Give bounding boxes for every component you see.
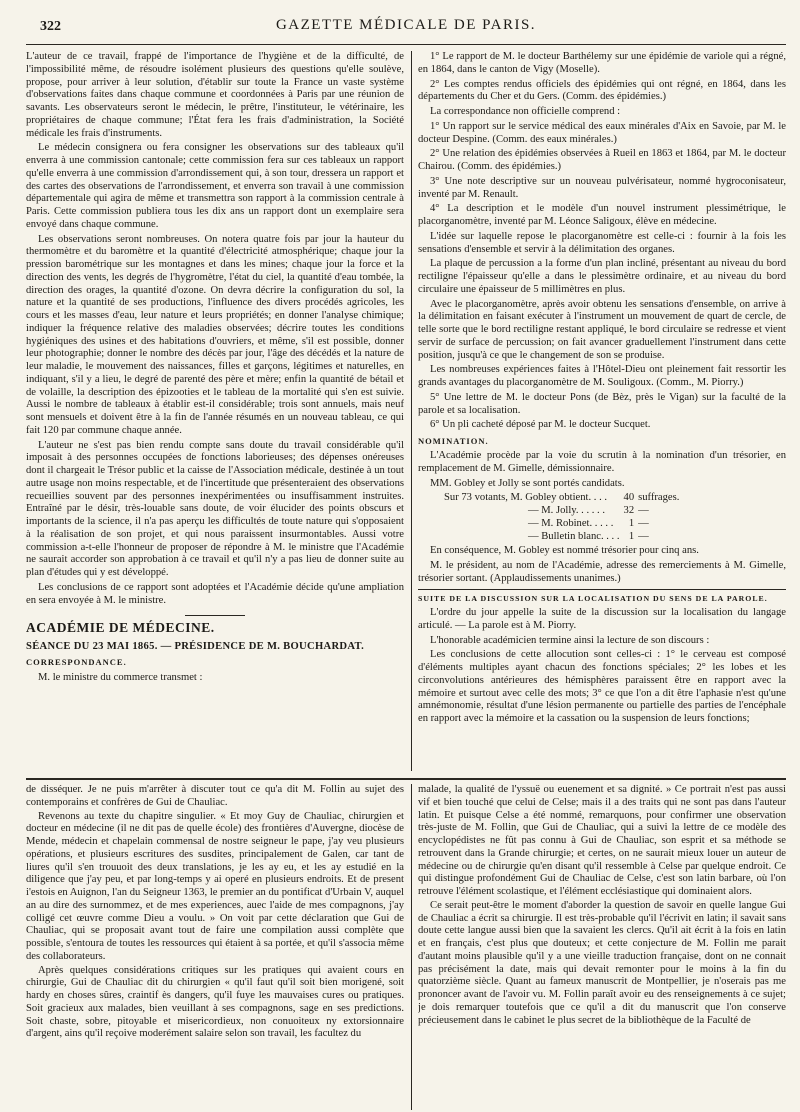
list-item: 1° Le rapport de M. le docteur Barthélemy sur une épidémie de variole qui a régné, en 1864, dans le canton de Vigy (Moselle). — [418, 51, 786, 75]
table-row — [444, 518, 683, 531]
column-top-left — [26, 51, 404, 771]
paragraph: Ce serait peut-être le moment d'aborder la question de savoir en quelle langue Gui de Chauliac a écrit sa chirurgie. Il est très-probable qu'il l'écrivit en latin; il savait sans doute cette langue aussi bien que la savaient les clercs. Qu'il ait écrit à la fois en latin et en français, c'est plus que douteux; et cette conjecture de M. Follin me parait d'autant moins plausible qu'il y a une vieille traduction française, dont on ne connait pas précisément la date, mais qui devait remonter pour le moins à la fin du quatorzième siècle. Quant au fameux manuscrit de Montpellier, je n'oserais pas me prononcer avant de l'avoir vu. M. Follin paraît avoir eu des renseignements à ce sujet; je dois remarquer toutefois que ce qu'il a dit du manuscrit que l'on conserve précieusement dans le cabinet le plus secret de la bibliothèque de la Faculté de — [418, 899, 786, 1026]
vote-label: — M. Jolly. . . . . . — [528, 505, 606, 517]
discussion-heading: SUITE DE LA DISCUSSION SUR LA LOCALISATION DU SENS DE LA PAROLE. — [418, 593, 768, 603]
paragraph: Après quelques considérations critiques sur les pratiques qui avaient cours en chirurgie, Gui de Chauliac dit du chirurgien « qu'il faut qu'il soit bien morigené, soit hardy en choses sûres, craintif ès dangers, qu'il fuye les mauvaises cures ou pratiques. Soit gracieux aux malades, bien veuillant à ses compagnons, sage en ses predictions. Soit chaste, sobre, pitoyable et misericordieux, non conuoiteux ny extorsionnaire d'argent, ains qu'il reçoive moderément salaire selon son travail, les facultez du — [26, 964, 404, 1040]
vote-label: — Bulletin blanc. . . . — [528, 530, 620, 542]
paragraph: Le médecin consignera ou fera consigner les observations sur des tableaux qu'il enverra à une commission cantonale; cette commission fera sur ces tableaux un rapport qu'elle enverra à une commission d'arrondissement qui, à son tour, dressera un rapport et des cartes des observations de l'arrondissement, et enverra son travail à une commission départementale qui agira de même et transmettra son rapport à la commission centrale à Paris. Cette commission publiera tous les dix ans un rapport dont un exemplaire sera envoyé dans chaque commune. — [26, 142, 404, 230]
academy-title: ACADÉMIE DE MÉDECINE. — [26, 620, 215, 636]
column-divider-bottom — [411, 784, 412, 1110]
list-item: 5° Une lettre de M. le docteur Pons (de Bèz, près le Vigan) sur la faculté de la parole et sa localisation. — [418, 391, 786, 416]
paragraph: L'auteur de ce travail, frappé de l'importance de l'hygiène et de la difficulté, de l'impossibilité même, de résoudre isolément plusieurs des questions qu'elle soulève, propose, pour arriver à leur solution, d'établir sur toute la France un vaste système d'observations faites dans chaque commune et coordonnées à Paris par une réunion de savants. Les observateurs seront le médecin, le prêtre, l'instituteur, le vétérinaire, les propriétaires de chaque commune; l'État fera les frais d'administration, la Société médicale les frais d'instruments. — [26, 51, 404, 139]
paragraph: malade, la qualité de l'yssuë ou euenement et sa dignité. » Ce portrait n'est pas aussi vif et bien touché que celui de Celse; mais il a des traits qui ne sont pas dans l'auteur latin. Et puisque Celse a été nommé, remarquons, pour confirmer une observation très-juste de M. Follin, que Gui de Chauliac, qui a suivi la lettre de ce modèle des encyclopédistes ne fût pas connu à Gui de Chauliac, son esprit et sa méthode se retrouvent dans la Grande chirurgie; et certes, on ne saurait mieux louer un auteur de médecine ou de chirurgie qu'en disant qu'il ressemble à Celse par quelque endroit. Ce qui distingue profondément Gui de Chauliac de Celse, c'est son latin barbare, où l'on retrouve l'élément scolastique, et l'élément ecclésiastique qui dominaient alors. — [418, 784, 786, 897]
vote-count: 1 — [628, 530, 635, 542]
list-item: 4° La description et le modèle d'un nouvel instrument plessimétrique, le placorganomètre, inventé par M. Léonce Saligoux, élève en médecine. — [418, 203, 786, 227]
paragraph: Les observations seront nombreuses. On notera quatre fois par jour la hauteur du thermomètre et du baromètre et la quantité d'électricité atmosphérique; chaque jour la pression barométrique sur les montagnes et dans les mines; chaque jour la force et la direction des vents, les degrés de l'hygromètre, l'état du ciel, la quantité d'eau tombée, la direction des orages, la quantité d'ozone. On devra décrire la configuration du sol, la nature et la quantité de ses productions, l'influence des divers procédés agricoles, les cours et les masses d'eau, leur nature et leurs propriétés; en donner l'analyse chimique; indiquer la fréquence relative des maladies observées; décrire toutes les conditions hygiéniques des usines et des habitations d'ouvriers, et même, s'il est possible, donner leur photographie; donner le nombre des décès par jour, l'âge des décédés et la nature de leur maladie, le mouvement des naissances, filles et garçons, légitimes et naturelles, en indiquant, s'il y a lieu, le degré de parenté des père et mère; enfin la quantité de bétail et de volaille, la description des épizooties et le tableau de la mortalité qui s'en est suivie. Aussi le nombre de tableaux à établir est-il considérable; trois sont annuels, mais neuf sont mensuels et doivent être à la fin de l'année résumés en un nouveau tableau, ce qui fait 120 par commune chaque année. — [26, 233, 404, 436]
section-divider — [185, 615, 245, 616]
vote-unit: — — [638, 530, 649, 542]
table-row — [444, 505, 683, 518]
column-divider-top — [411, 51, 412, 771]
table-row — [444, 531, 683, 544]
paragraph: M. le ministre du commerce transmet : — [38, 671, 203, 683]
paragraph: Avec le placorganomètre, après avoir obtenu les sensations d'ensemble, on arrive à la délimitation en faisant exécuter à l'instrument un mouvement de quart de cercle, de telle sorte que le bord rectiligne restant appliqué, le bord circulaire se redresse et vient servir de surface de percussion; on fait avancer graduellement l'instrument dans cette position, jusqu'à ce que le changement de son se produise. — [418, 298, 786, 361]
vote-count: 32 — [623, 505, 635, 517]
vote-unit: suffrages. — [638, 492, 680, 504]
vote-unit: — — [638, 505, 649, 517]
nomination-heading: NOMINATION. — [418, 436, 489, 446]
vote-results-table — [444, 492, 683, 543]
paragraph: L'Académie procède par la voie du scrutin à la nomination d'un trésorier, en remplacement de M. Gimelle, démissionnaire. — [418, 450, 786, 474]
paragraph: La plaque de percussion a la forme d'un plan incliné, présentant au niveau du bord rectiligne l'épaisseur qu'elle a dans le plessimètre ordinaire, et au niveau du bord circulaire une épaisseur de 5 millimètres en plus. — [418, 258, 786, 295]
list-item: 2° Une relation des épidémies observées à Rueil en 1863 et 1864, par M. le docteur Chairou. (Comm. des épidémies.) — [418, 148, 786, 172]
paragraph: Les conclusions de cette allocution sont celles-ci : 1° le cerveau est composé d'éléments multiples ayant chacun des fonctions spéciales; 2° les lobes et les circonvolutions antérieures des hémisphères paraissent être en rapport avec la mémoire et surtout avec celle des mots; 3° ce que l'on a dit être l'aphasie n'est qu'une amnémonomie, résultat d'une lésion permanente ou partielle des parties de l'encéphale en rapport avec la mémoire et la cassation ou la suspension de leurs fonctions; — [418, 649, 786, 725]
paragraph: de disséquer. Je ne puis m'arrêter à discuter tout ce qu'a dit M. Follin au sujet des contemporains et confrères de Gui de Chauliac. — [26, 784, 404, 808]
running-title: GAZETTE MÉDICALE DE PARIS. — [275, 17, 537, 33]
column-bottom-right — [418, 784, 786, 1110]
paragraph: L'idée sur laquelle repose le placorganomètre est celle-ci : fournir à la fois les sensations d'ensemble et servir à la délimitation des organes. — [418, 230, 786, 255]
header-rule — [26, 44, 786, 45]
paragraph: Les conclusions de ce rapport sont adoptées et l'Académie décide qu'une ampliation en sera envoyée à M. le ministre. — [26, 581, 404, 606]
list-item: 3° Une note descriptive sur un nouveau pulvérisateur, nommé hygroconisateur, inventé par M. Renault. — [418, 175, 786, 200]
paragraph: L'auteur ne s'est pas bien rendu compte sans doute du travail considérable qu'il imposait à des personnes occupées de fonctions laborieuses; des dépenses onéreuses dont il chargeait le Trésor public et la caisse de l'Association médicale, destinée à un tout autre usage non moins respectable, et de l'incertitude que présenteraient des observations recueillies souvent par des personnes inexpérimentées ou insuffisamment instruites. Entraîné par le désir, très-louable sans doute, de voir élucider des points obscurs et importants de la science, il n'a pas aperçu les difficultés de toute nature qui s'opposaient à la réalisation de son projet, et qui nous paraissent insurmontables. Aussi votre commission a-t-elle l'honneur de proposer de répondre à M. le ministre que l'Académie ne saurait accorder son approbation à ce travail et qu'il n'y a pas lieu de donner suite au plan d'études qui y est développé. — [26, 439, 404, 578]
paragraph: M. le président, au nom de l'Académie, adresse des remerciements à M. Gimelle, trésorier sortant. (Applaudissements unanimes.) — [418, 560, 786, 584]
page-divider — [26, 778, 786, 780]
list-item: 2° Les comptes rendus officiels des épidémies qui ont régné, en 1864, dans les départements du Cher et du Gers. (Comm. des épidémies.) — [418, 78, 786, 103]
page-header — [26, 13, 786, 43]
vote-count: 1 — [628, 517, 635, 529]
paragraph: MM. Gobley et Jolly se sont portés candidats. — [430, 477, 625, 489]
page-number: 322 — [40, 19, 61, 34]
section-divider — [418, 589, 786, 590]
vote-label: — M. Robinet. . . . . — [528, 517, 614, 529]
vote-count: 40 — [623, 492, 635, 504]
paragraph: L'honorable académicien termine ainsi la lecture de son discours : — [430, 634, 710, 646]
correspondance-heading: CORRESPONDANCE. — [26, 657, 127, 668]
vote-unit: — — [638, 517, 649, 529]
column-bottom-left — [26, 784, 404, 1110]
table-row — [444, 492, 683, 505]
list-item: 1° Un rapport sur le service médical des eaux minérales d'Aix en Savoie, par M. le docteur Despine. (Comm. des eaux minérales.) — [418, 120, 786, 145]
paragraph: L'ordre du jour appelle la suite de la discussion sur la localisation du langage articulé. — La parole est à M. Piorry. — [418, 607, 786, 631]
vote-label: Sur 73 votants, M. Gobley obtient. . . . — [444, 492, 608, 504]
paragraph: En conséquence, M. Gobley est nommé trésorier pour cinq ans. — [430, 545, 699, 557]
paragraph: Les nombreuses expériences faites à l'Hôtel-Dieu ont pleinement fait ressortir les grands avantages du placorganomètre de M. Souligoux. (Comm., M. Piorry.) — [418, 364, 786, 388]
paragraph: Revenons au texte du chapitre singulier. « Et moy Guy de Chauliac, chirurgien et docteur en médecine (il ne dit pas de quelle école) des frontières d'Auvergne, diocèse de Mende, médecin et chapelain commensal de nostre seigneur le pape, j'ay veu plusieurs opérations, et plusieurs escritures des susdites, principalement de Galen, car tant de liures qu'il s'en trouuoit des deux translations, je les ay eu, et les ay estudié en la diligence que j'ay peu, et par long-temps y ai operé en plusieurs endroits. Et de present i'estois en Auignon, l'an du Seigneur 1363, le premier an du pontificat d'Urbain V, auquel an au dire des surnommez, et de mes experiences, auec l'aide de mes compagnons, j'ay colligé cet œuvre comme Dieu a voulu. » On voit par cette déclaration que Gui de Chauliac, qui se proposait avant tout de faire une compilation aussi complète que possible, s'entoura de toutes les ressources qui étaient à sa portée, et qu'il s'associa même des collaborateurs. — [26, 810, 404, 962]
column-top-right — [418, 51, 786, 771]
list-item: 6° Un pli cacheté déposé par M. le docteur Sucquet. — [430, 419, 651, 431]
seance-line: SÉANCE DU 23 MAI 1865. — PRÉSIDENCE DE M. BOUCHARDAT. — [26, 640, 365, 652]
paragraph: La correspondance non officielle comprend : — [430, 106, 621, 117]
